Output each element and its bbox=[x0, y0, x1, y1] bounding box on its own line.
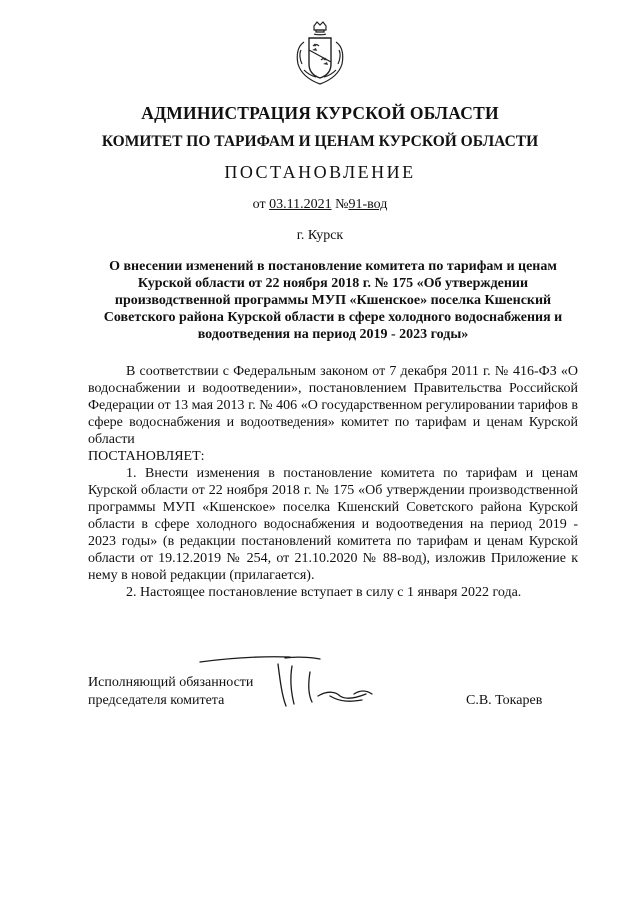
signature-block bbox=[88, 674, 578, 710]
coat-of-arms-icon bbox=[292, 20, 348, 88]
item-2-paragraph: 2. Настоящее постановление вступает в силу с 1 января 2022 года. bbox=[126, 585, 522, 600]
document-date: 03.11.2021 bbox=[269, 197, 332, 212]
number-sign: № bbox=[335, 197, 349, 212]
resolves-word: ПОСТАНОВЛЯЕТ: bbox=[88, 449, 205, 464]
document-type: ПОСТАНОВЛЕНИЕ bbox=[224, 162, 416, 182]
document-number: 91-вод bbox=[348, 197, 388, 212]
signatory-name: С.В. Токарев bbox=[466, 693, 543, 708]
org-line-administration: АДМИНИСТРАЦИЯ КУРСКОЙ ОБЛАСТИ bbox=[141, 103, 499, 123]
document-title: О внесении изменений в постановление комитета по тарифам и ценам Курской области от 22 ноября 2018 г. № 175 «Об утверждении производственной программы МУП «Кшенское» поселка Кшенский Советского района Курской области в сфере холодного водоснабжения и водоотведения на период 2019 - 2023 годы» bbox=[103, 259, 563, 342]
city: г. Курск bbox=[296, 228, 344, 243]
item-1-paragraph: 1. Внести изменения в постановление комитета по тарифам и ценам Курской области от 22 ноября 2018 г. № 175 «Об утверждении производственной программы МУП «Кшенское» поселка Кшенский Советского района Курской области в сфере холодного водоснабжения и водоотведения на период 2019 - 2023 годы» (в редакции постановлений комитета по тарифам и ценам Курской области от 19.12.2019 № 254, от 21.10.2020 № 88-вод), изложив Приложение к нему в новой редакции (прилагается). bbox=[88, 466, 578, 583]
preamble-paragraph: В соответствии с Федеральным законом от 7 декабря 2011 г. № 416-ФЗ «О водоснабжении и водоотведении», постановлением Правительства Российской Федерации от 13 мая 2013 г. № 406 «О государственном регулировании тарифов в сфере водоснабжения и водоотведения» комитет по тарифам и ценам Курской области bbox=[88, 364, 578, 447]
signatory-position-line1: Исполняющий обязанности bbox=[88, 675, 254, 690]
signatory-position-line2: председателя комитета bbox=[88, 693, 225, 708]
document-body bbox=[88, 363, 578, 601]
date-number-line bbox=[0, 197, 640, 213]
org-line-committee: КОМИТЕТ ПО ТАРИФАМ И ЦЕНАМ КУРСКОЙ ОБЛАСТИ bbox=[101, 133, 539, 150]
date-prefix: от bbox=[252, 197, 266, 212]
